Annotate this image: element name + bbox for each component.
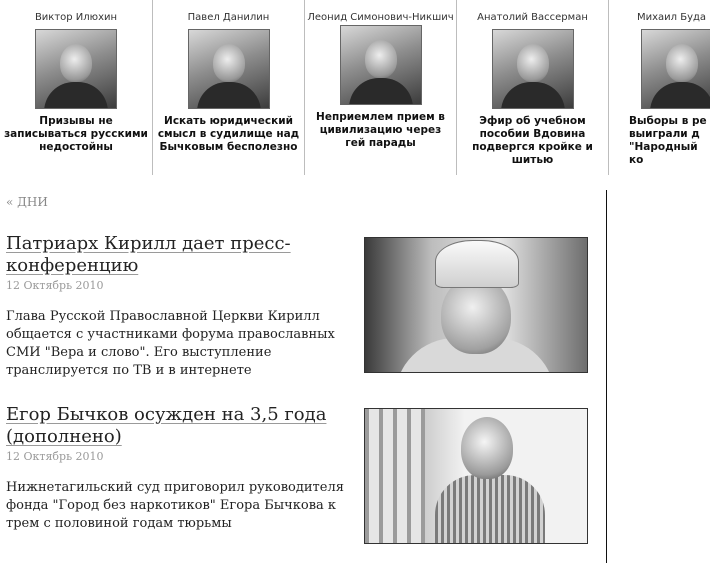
- article-lead: Нижнетагильский суд приговорил руководителя фонда "Город без наркотиков" Егора Бычкова к трем с половиной годам тюрьмы: [6, 480, 344, 531]
- author-name[interactable]: Анатолий Вассерман: [477, 12, 588, 23]
- content-divider: [606, 190, 607, 563]
- author-quote-link[interactable]: Искать юридический смысл в судилище над Бычковым бесполезно: [157, 115, 300, 153]
- author-photo[interactable]: [340, 25, 422, 105]
- author-quote-link[interactable]: Выборы в ре выиграли д "Народный ко: [629, 115, 707, 166]
- author-card[interactable]: [305, 0, 457, 175]
- author-quote-link[interactable]: Призывы не записываться русскими недостойны: [4, 115, 148, 153]
- author-name[interactable]: Леонид Симонович-Никшич: [307, 12, 454, 23]
- author-card[interactable]: [153, 0, 305, 175]
- author-photo[interactable]: [641, 29, 710, 109]
- author-quote-link[interactable]: Эфир об учебном пособии Вдовина подвергся кройке и шитью: [472, 115, 593, 166]
- article-item: [6, 404, 358, 533]
- authors-strip: [0, 0, 710, 175]
- author-photo[interactable]: [492, 29, 574, 109]
- article-image[interactable]: [364, 237, 588, 373]
- article-lead: Глава Русской Православной Церкви Кирилл общается с участниками форума православных СМИ "Вера и слово". Его выступление транслируется по ТВ и в интернете: [6, 309, 335, 378]
- author-photo[interactable]: [188, 29, 270, 109]
- author-photo[interactable]: [35, 29, 117, 109]
- article-title-link[interactable]: Егор Бычков осужден на 3,5 года (дополнено): [6, 404, 327, 447]
- section-breadcrumb[interactable]: « ДНИ: [6, 195, 48, 209]
- author-card[interactable]: [0, 0, 153, 175]
- article-image[interactable]: [364, 408, 588, 544]
- article-date: 12 Октябрь 2010: [6, 450, 104, 463]
- article-item: [6, 233, 358, 380]
- author-card[interactable]: [609, 0, 710, 175]
- author-name[interactable]: Виктор Илюхин: [34, 12, 118, 23]
- author-name[interactable]: Павел Данилин: [187, 12, 270, 23]
- author-name[interactable]: Михаил Буда: [637, 12, 707, 23]
- article-title-link[interactable]: Патриарх Кирилл дает пресс-конференцию: [6, 233, 291, 276]
- author-quote-link[interactable]: Неприемлем прием в цивилизацию через гей парады: [316, 111, 445, 149]
- article-date: 12 Октябрь 2010: [6, 279, 104, 292]
- author-card[interactable]: [457, 0, 609, 175]
